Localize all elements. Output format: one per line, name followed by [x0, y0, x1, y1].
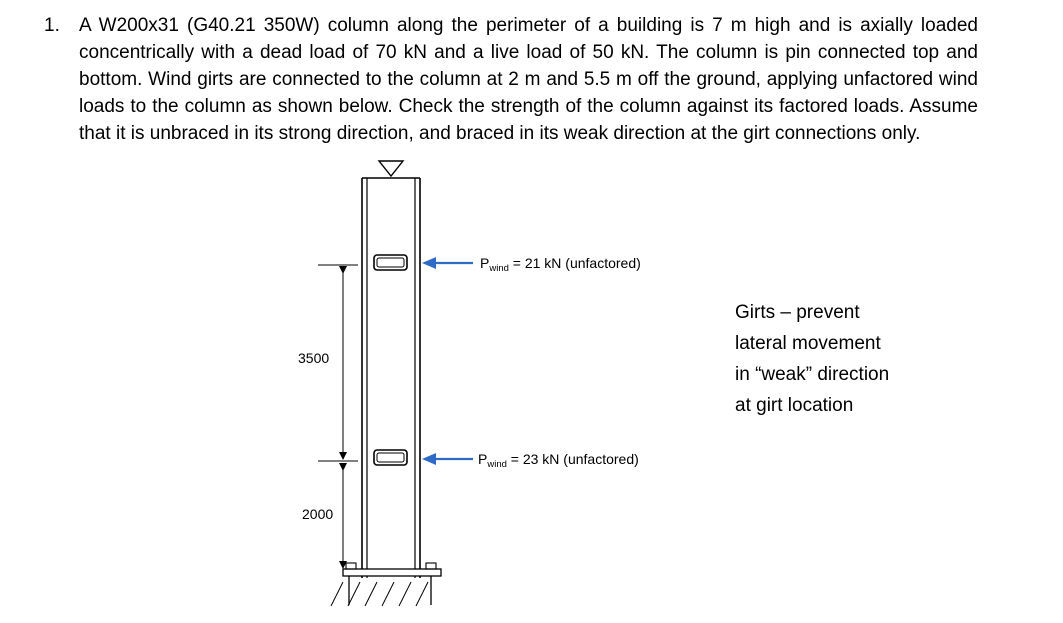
column-base — [331, 563, 441, 606]
girt-note-line: lateral movement — [735, 333, 881, 354]
girt-note — [735, 297, 935, 421]
dimension-upper-label: 3500 — [298, 350, 330, 366]
top-pin-support — [379, 161, 403, 176]
problem-text: A W200x31 (G40.21 350W) column along the perimeter of a building is 7 m high and is axially loaded concentrically with a dead load of 70 kN and a live load of 50 kN. The column is pin connected top and bottom. Wind girts are connected to the column at 2 m and 5.5 m off the ground, applying unfactored wind loads to the column as shown below. Check the strength of the column against its factored loads. Assume that it is unbraced in its strong direction, and braced in its weak direction at the girt connections only. — [79, 15, 978, 144]
problem-number: 1. — [44, 15, 60, 36]
girt-lower — [374, 450, 407, 465]
girt-upper — [374, 255, 407, 270]
column — [362, 178, 420, 578]
girt-note-line: in “weak” direction — [735, 364, 890, 385]
wind-load-upper-label: $P_{wind} = 21$ kN (unfactored) — [480, 255, 641, 274]
wind-load-lower-label: $P_{wind} = 23$ kN (unfactored) — [478, 451, 639, 470]
dimension-lower-label: 2000 — [302, 506, 334, 522]
girt-note-line: at girt location — [735, 395, 854, 416]
wind-arrow-lower — [422, 453, 473, 465]
girt-note-line: Girts – prevent — [735, 302, 860, 323]
wind-arrow-upper — [422, 257, 473, 269]
